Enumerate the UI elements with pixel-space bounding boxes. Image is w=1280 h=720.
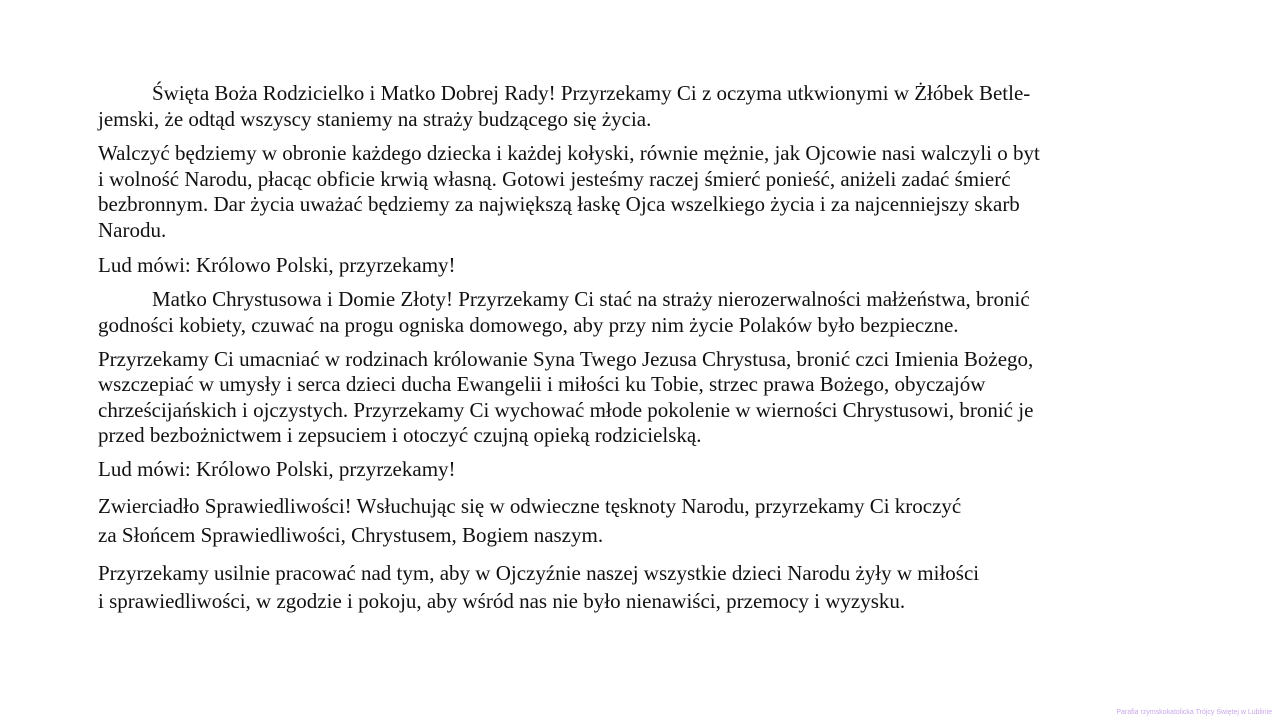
text-line: Narodu. — [98, 218, 167, 242]
text-line: i sprawiedliwości, w zgodzie i pokoju, aby wśród nas nie było nienawiści, przemocy i wyzysku. — [98, 589, 906, 613]
text-line: wszczepiać w umysły i serca dzieci ducha Ewangelii i miłości ku Tobie, strzec prawa Bożego, obyczajów — [98, 372, 986, 396]
text-line: przed bezbożnictwem i zepsuciem i otoczyć czujną opieką rodzicielską. — [98, 423, 702, 447]
text-line: Walczyć będziemy w obronie każdego dziecka i każdej kołyski, równie mężnie, jak Ojcowie nasi walczyli o byt — [98, 141, 1040, 165]
text-line: za Słońcem Sprawiedliwości, Chrystusem, Bogiem naszym. — [98, 523, 604, 547]
text-line: Przyrzekamy usilnie pracować nad tym, aby w Ojczyźnie naszej wszystkie dzieci Narodu żyły w miłości — [98, 561, 980, 585]
text-line: i wolność Narodu, płacąc obficie krwią własną. Gotowi jesteśmy raczej śmierć ponieść, aniżeli zadać śmierć — [98, 167, 1011, 191]
text-line: Lud mówi: Królowo Polski, przyrzekamy! — [98, 457, 456, 481]
text-line: chrześcijańskich i ojczystych. Przyrzekamy Ci wychować młode pokolenie w wierności Chrystusowi, bronić je — [98, 398, 1034, 422]
text-line: Święta Boża Rodzicielko i Matko Dobrej Rady! Przyrzekamy Ci z oczyma utkwionymi w Żłóbek Betle- — [152, 81, 1031, 105]
text-line: Matko Chrystusowa i Domie Złoty! Przyrzekamy Ci stać na straży nierozerwalności małżeństwa, bronić — [152, 287, 1030, 311]
text-line: godności kobiety, czuwać na progu ogniska domowego, aby przy nim życie Polaków było bezpieczne. — [98, 313, 959, 337]
text-line: Przyrzekamy Ci umacniać w rodzinach królowanie Syna Twego Jezusa Chrystusa, bronić czci Imienia Bożego, — [98, 347, 1034, 371]
parish-watermark: Parafia rzymskokatolicka Trójcy Świętej w Lublinie — [1116, 709, 1272, 716]
text-line: bezbronnym. Dar życia uważać będziemy za największą łaskę Ojca wszelkiego życia i za najcenniejszy skarb — [98, 192, 1020, 216]
text-line: Lud mówi: Królowo Polski, przyrzekamy! — [98, 253, 456, 277]
text-line: Zwierciadło Sprawiedliwości! Wsłuchując się w odwieczne tęsknoty Narodu, przyrzekamy Ci kroczyć — [98, 494, 962, 518]
text-line: jemski, że odtąd wszyscy staniemy na straży budzącego się życia. — [98, 107, 652, 131]
